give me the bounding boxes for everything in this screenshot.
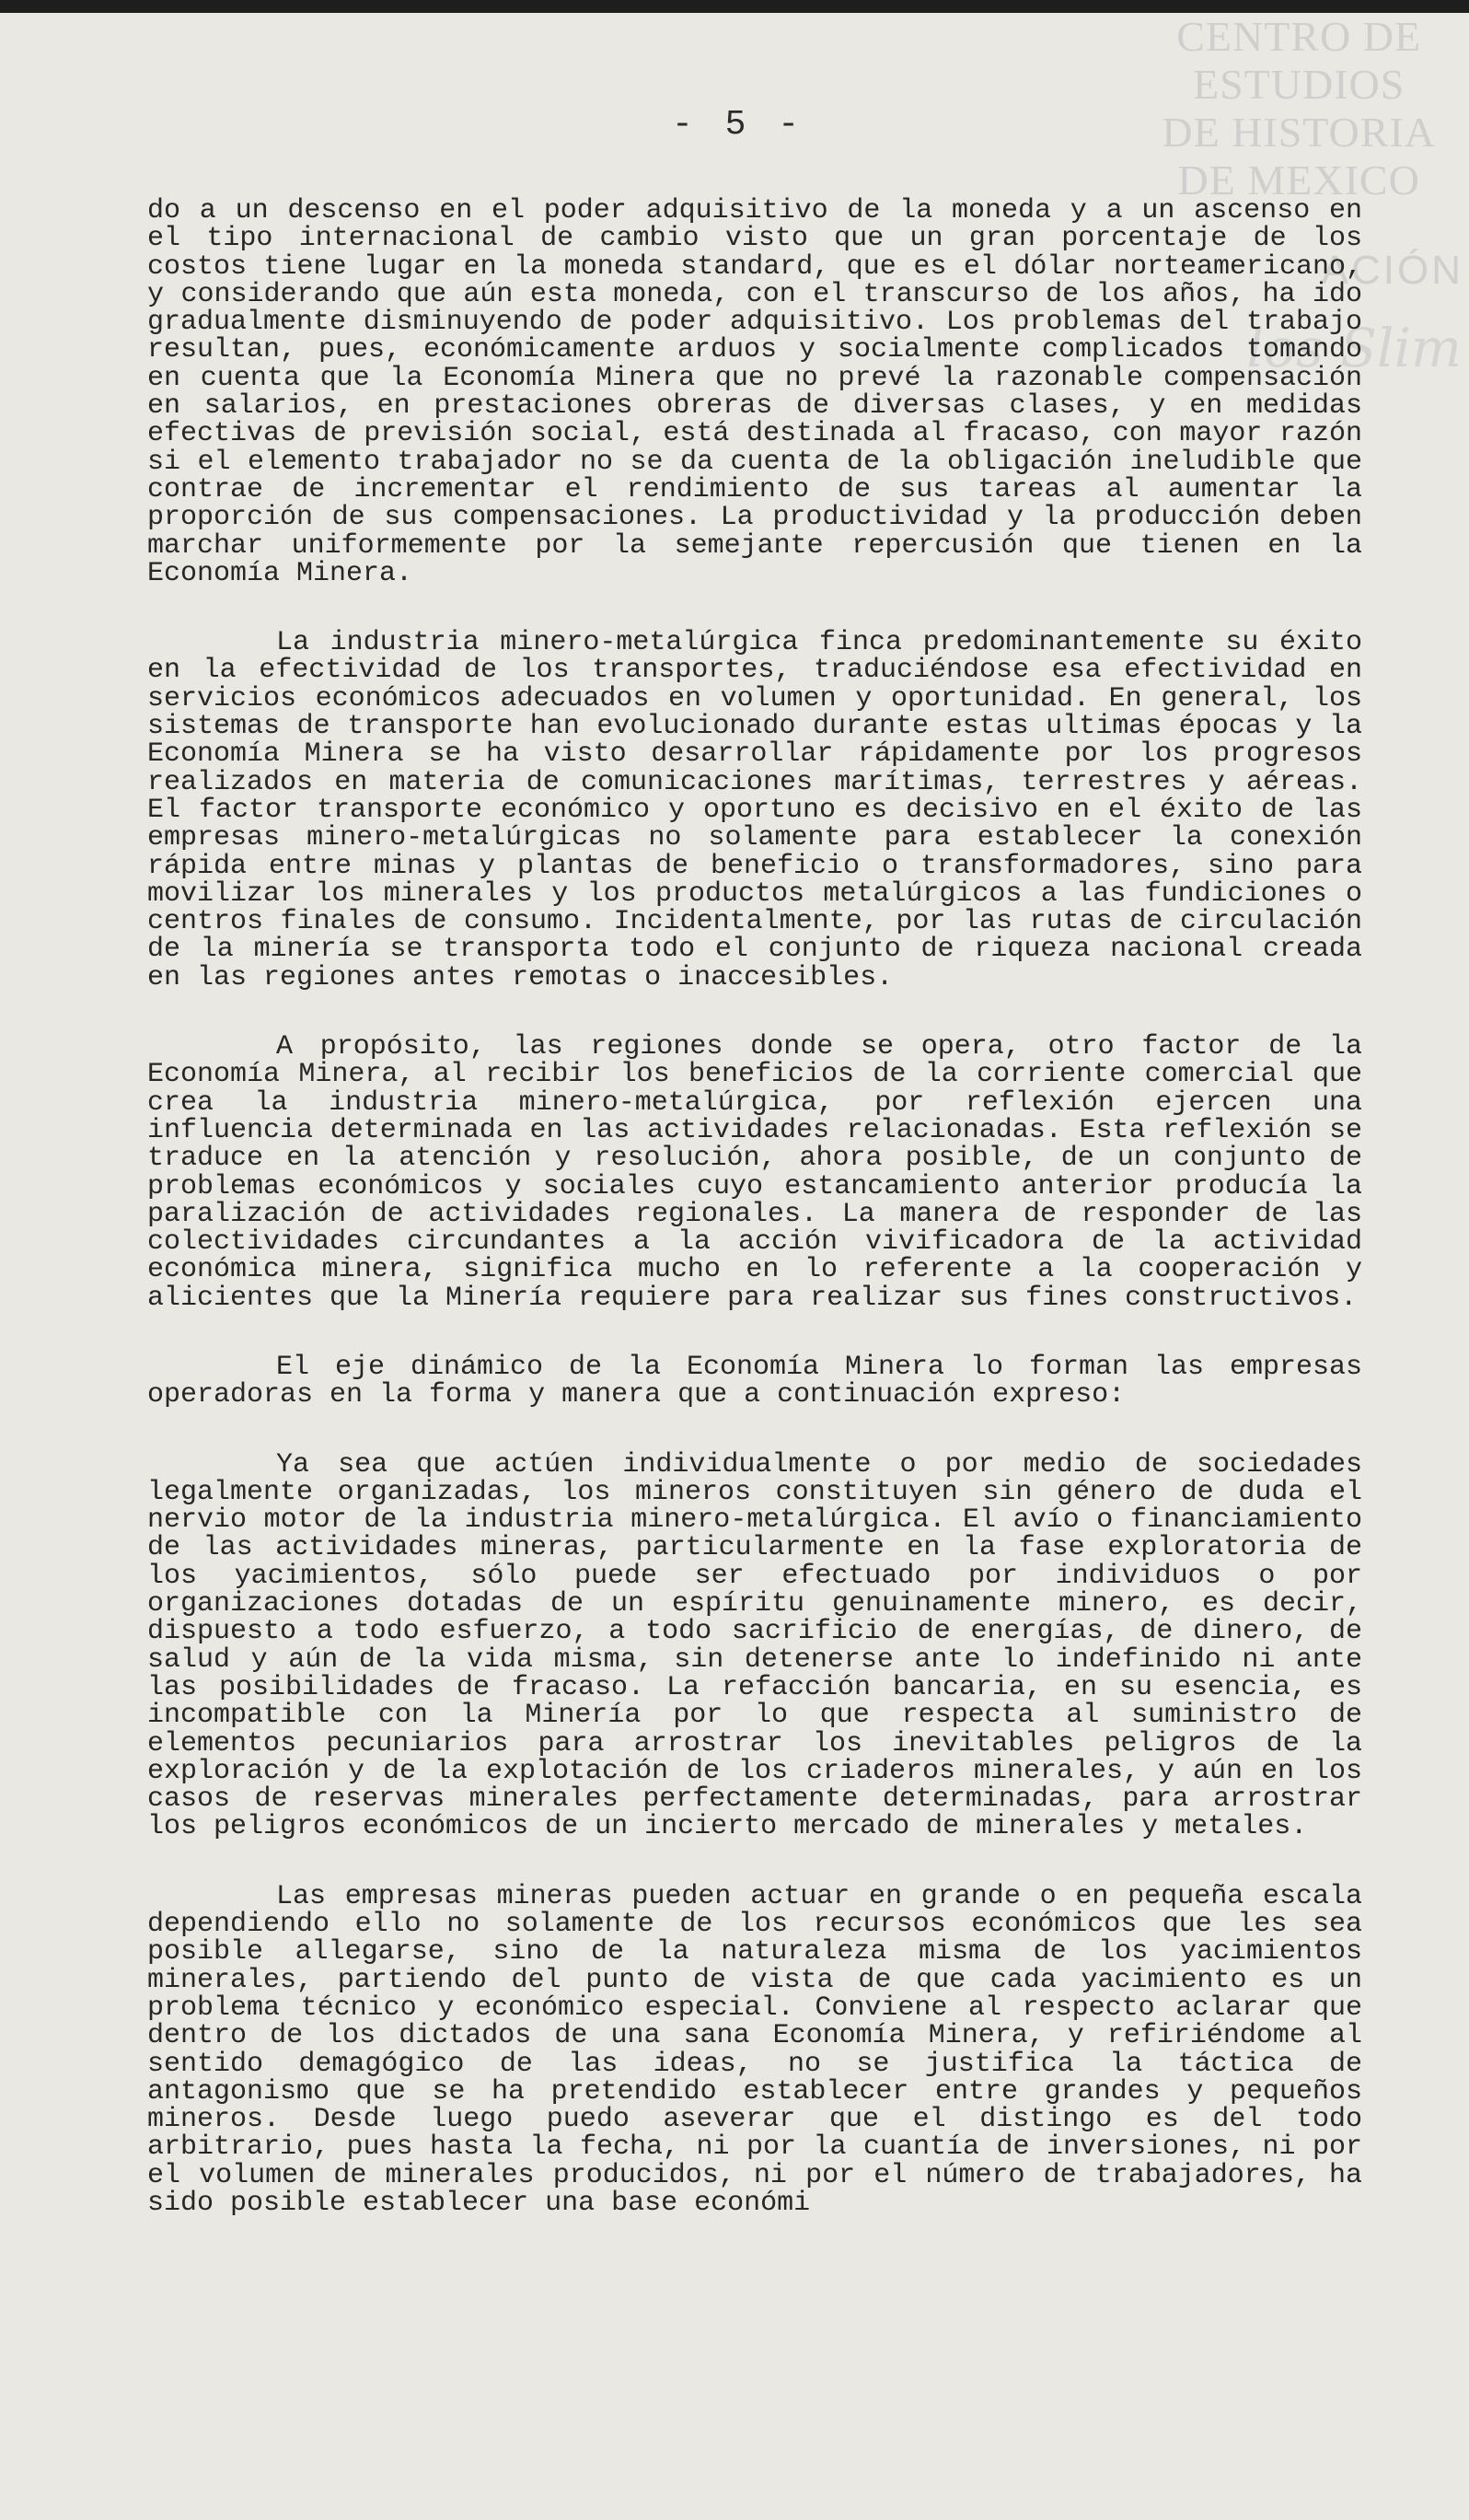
body-text <box>147 197 1362 2217</box>
watermark-line: DE HISTORIA <box>1162 109 1436 156</box>
paragraph: Ya sea que actúen individualmente o por medio de sociedades legalmente organizadas, los mineros constituyen sin género de duda el nervio motor de la industria minero-metalúrgica. El avío o financiamiento de las actividades mineras, particularmente en la fase exploratoria de los yacimientos, sólo puede ser efectuado por individuos o por organizaciones dotadas de un espíritu genuinamente minero, es decir, dispuesto a todo esfuerzo, a todo sacrificio de energías, de dinero, de salud y aún de la vida misma, sin detenerse ante lo indefinido ni ante las posibilidades de fracaso. La refacción bancaria, en su esencia, es incompatible con la Minería por lo que respecta al suministro de elementos pecuniarios para arrostrar los inevitables peligros de la exploración y de la explotación de los criaderos minerales, y aún en los casos de reservas minerales perfectamente determinadas, para arrostrar los peligros económicos de un incierto mercado de minerales y metales. <box>147 1448 1362 1843</box>
watermark-signature: los Slim <box>1246 317 1462 379</box>
watermark-side-text: ACIÓN <box>1321 248 1463 293</box>
archive-watermark <box>1162 13 1436 204</box>
paragraph: La industria minero-metalúrgica finca predominantemente su éxito en la efectividad de los transportes, traduciéndose esa efectividad en servicios económicos adecuados en volumen y oportunidad. En general, los sistemas de transporte han evolucionado durante estas ultimas épocas y la Economía Minera se ha visto desarrollar rápidamente por los progresos realizados en materia de comunicaciones marítimas, terrestres y aéreas. El factor transporte económico y oportuno es decisivo en el éxito de las empresas minero-metalúrgicas no solamente para establecer la conexión rápida entre minas y plantas de beneficio o transformadores, sino para movilizar los minerales y los productos metalúrgicos a las fundiciones o centros finales de consumo. Incidentalmente, por las rutas de circulación de la minería se transporta todo el conjunto de riqueza nacional creada en las regiones antes remotas o inaccesibles. <box>147 627 1362 993</box>
paragraph: Las empresas mineras pueden actuar en grande o en pequeña escala dependiendo ello no solamente de los recursos económicos que les sea posible allegarse, sino de la naturaleza misma de los yacimientos minerales, partiendo del punto de vista de que cada yacimiento es un problema técnico y económico especial. Conviene al respecto aclarar que dentro de los dictados de una sana Economía Minera, y refiriéndome al sentido demagógico de las ideas, no se justifica la táctica de antagonismo que se ha pretendido establecer entre grandes y pequeños mineros. Desde luego puedo aseverar que el distingo es del todo arbitrario, pues hasta la fecha, ni por la cuantía de inversiones, ni por el volumen de minerales producidos, ni por el número de trabajadores, ha sido posible establecer una base económi <box>147 1880 1362 2219</box>
page-number: - 5 - <box>672 105 805 145</box>
watermark-line: CENTRO DE <box>1176 13 1422 60</box>
watermark-line: ESTUDIOS <box>1193 61 1405 108</box>
document-page <box>0 13 1469 2520</box>
paragraph: A propósito, las regiones donde se opera, otro factor de la Economía Minera, al recibir los beneficios de la corriente comercial que crea la industria minero-metalúrgica, por reflexión ejercen una influencia determinada en las actividades relacionadas. Esta reflexión se traduce en la atención y resolución, ahora posible, de un conjunto de problemas económicos y sociales cuyo estancamiento anterior producía la paralización de actividades regionales. La manera de responder de las colectividades circundantes a la acción vivificadora de la actividad económica minera, significa mucho en lo referente a la cooperación y alicientes que la Minería requiere para realizar sus fines constructivos. <box>147 1031 1362 1314</box>
paragraph: do a un descenso en el poder adquisitivo de la moneda y a un ascenso en el tipo internacional de cambio visto que un gran porcentaje de los costos tiene lugar en la moneda standard, que es el dólar norteamericano, y considerando que aún esta moneda, con el transcurso de los años, ha ido gradualmente disminuyendo de poder adquisitivo. Los problemas del trabajo resultan, pues, económicamente arduos y socialmente complicados tomando en cuenta que la Economía Minera que no prevé la razonable compensación en salarios, en prestaciones obreras de diversas clases, y en medidas efectivas de previsión social, está destinada al fracaso, con mayor razón si el elemento trabajador no se da cuenta de la obligación ineludible que contrae de incrementar el rendimiento de sus tareas al aumentar la proporción de sus compensaciones. La productividad y la producción deben marchar uniformemente por la semejante repercusión que tienen en la Economía Minera. <box>147 195 1362 589</box>
watermark-line: DE MEXICO <box>1177 157 1420 203</box>
paragraph: El eje dinámico de la Economía Minera lo forman las empresas operadoras en la forma y manera que a continuación expreso: <box>147 1351 1362 1411</box>
